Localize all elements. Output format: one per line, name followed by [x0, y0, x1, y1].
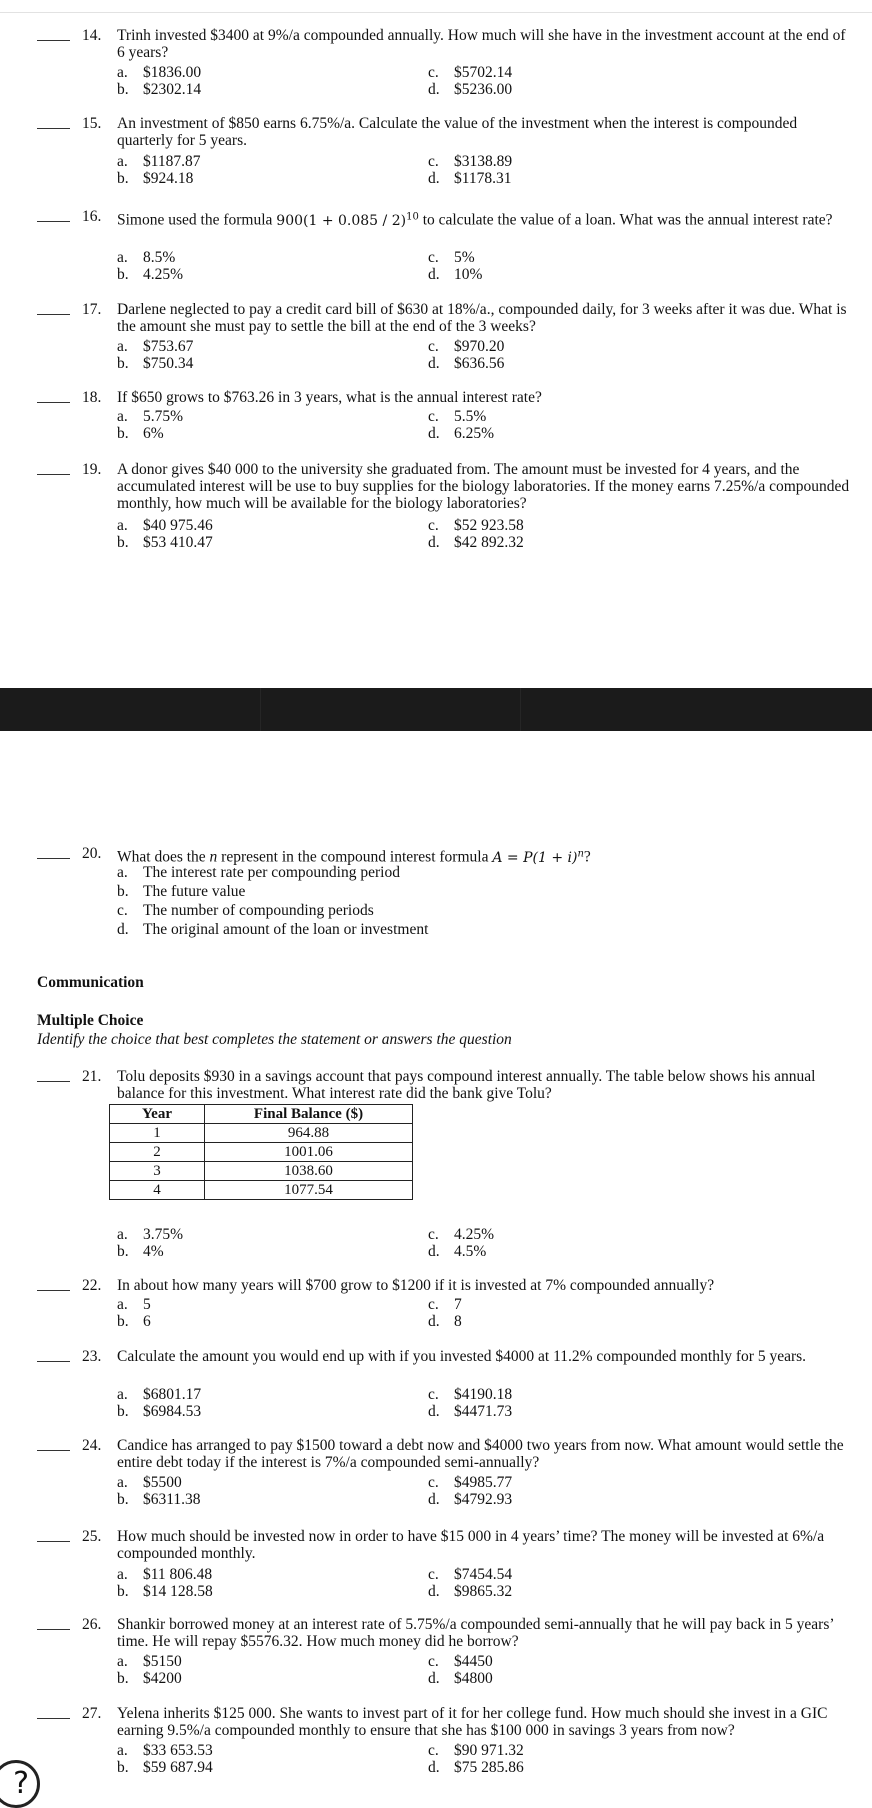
option-d[interactable]: $4800 — [454, 1670, 493, 1687]
band-divider — [520, 688, 521, 731]
question-text-start: What does the — [117, 848, 206, 866]
option-letter: d. — [428, 1403, 440, 1420]
option-d[interactable]: $1178.31 — [454, 170, 512, 187]
option-letter: d. — [428, 1491, 440, 1508]
option-letter: a. — [117, 1226, 128, 1243]
option-letter: b. — [117, 883, 129, 900]
option-letter: c. — [428, 64, 439, 81]
option-row — [117, 1386, 757, 1403]
answer-options — [117, 517, 757, 551]
answer-options — [117, 1566, 757, 1600]
table-cell: 3 — [110, 1162, 205, 1181]
option-b[interactable]: $6984.53 — [143, 1403, 202, 1420]
option-letter: a. — [117, 1296, 128, 1313]
option-c[interactable]: $970.20 — [454, 338, 505, 355]
table-cell: 1038.60 — [205, 1162, 413, 1181]
option-c[interactable]: 5.5% — [454, 408, 487, 425]
question-text: Candice has arranged to pay $1500 toward a debt now and $4000 two years from now. What amount would settle the entire debt today if the interest is 7%/a compounded semi-annually? — [117, 1437, 844, 1471]
option-letter: c. — [428, 1296, 439, 1313]
table-header: Year — [110, 1105, 205, 1124]
option-d[interactable]: 4.5% — [454, 1243, 487, 1260]
option-letter: b. — [117, 266, 129, 283]
answer-blank[interactable] — [37, 1450, 70, 1451]
question-text: Yelena inherits $125 000. She wants to invest part of it for her college fund. How much should she invest in a GIC earning 9.5%/a compounded monthly to ensure that she has $100 000 in savings 3 years from now? — [117, 1705, 828, 1739]
option-letter: d. — [428, 1313, 440, 1330]
option-letter: b. — [117, 170, 129, 187]
option-letter: c. — [428, 1226, 439, 1243]
option-c[interactable]: $3138.89 — [454, 153, 513, 170]
question-text: An investment of $850 earns 6.75%/a. Calculate the value of the investment when the interest is compounded quarterly for 5 years. — [117, 115, 798, 149]
table-cell: 1001.06 — [205, 1143, 413, 1162]
option-letter: d. — [117, 921, 129, 938]
option-letter: a. — [117, 64, 128, 81]
option-row — [117, 425, 757, 442]
option-letter: a. — [117, 338, 128, 355]
formula-base: A = P(1 + i) — [492, 849, 578, 866]
option-row — [117, 338, 757, 355]
option-row — [117, 153, 757, 170]
answer-blank[interactable] — [37, 221, 70, 222]
answer-blank[interactable] — [37, 402, 70, 403]
option-letter: b. — [117, 1491, 129, 1508]
option-b[interactable]: $59 687.94 — [143, 1759, 213, 1776]
question-text: Calculate the amount you would end up with if you invested $4000 at 11.2% compounded monthly for 5 years. — [117, 1348, 807, 1365]
answer-blank[interactable] — [37, 314, 70, 315]
option-a[interactable]: $6801.17 — [143, 1386, 202, 1403]
answer-blank[interactable] — [37, 858, 70, 859]
answer-blank[interactable] — [37, 1629, 70, 1630]
option-letter: a. — [117, 249, 128, 266]
option-row — [117, 1403, 757, 1420]
option-d[interactable]: $636.56 — [454, 355, 505, 372]
option-c[interactable]: 5% — [454, 249, 475, 266]
option-a[interactable]: $33 653.53 — [143, 1742, 213, 1759]
option-row — [117, 1670, 757, 1687]
option-letter: b. — [117, 1583, 129, 1600]
option-letter: c. — [428, 249, 439, 266]
option-letter: a. — [117, 1742, 128, 1759]
option-c[interactable]: $4190.18 — [454, 1386, 513, 1403]
question-number: 27. — [82, 1705, 102, 1722]
option-row — [117, 1243, 757, 1260]
option-c[interactable]: $4985.77 — [454, 1474, 513, 1491]
option-a[interactable]: 5.75% — [143, 408, 184, 425]
option-b[interactable]: $53 410.47 — [143, 534, 213, 551]
question-mark: ? — [583, 848, 591, 866]
table-cell: 1077.54 — [205, 1181, 413, 1200]
option-a[interactable]: The interest rate per compounding period — [143, 864, 400, 881]
option-c[interactable]: 7 — [454, 1296, 462, 1313]
option-b[interactable]: 6% — [143, 425, 164, 442]
option-row — [117, 355, 757, 372]
section-instruction: Identify the choice that best completes the statement or answers the question — [37, 1031, 512, 1048]
option-letter: a. — [117, 408, 128, 425]
answer-blank[interactable] — [37, 1361, 70, 1362]
page-break-band — [0, 688, 872, 731]
option-letter: d. — [428, 170, 440, 187]
option-letter: c. — [428, 408, 439, 425]
option-c[interactable]: $4450 — [454, 1653, 493, 1670]
option-b[interactable]: $14 128.58 — [143, 1583, 213, 1600]
option-d[interactable]: The original amount of the loan or investment — [143, 921, 429, 938]
option-d[interactable]: 6.25% — [454, 425, 495, 442]
option-letter: c. — [428, 1474, 439, 1491]
question-number: 25. — [82, 1528, 102, 1545]
option-row — [117, 64, 757, 81]
option-row — [117, 249, 757, 266]
option-a[interactable]: $40 975.46 — [143, 517, 213, 534]
answer-blank[interactable] — [37, 1290, 70, 1291]
table-row — [110, 1124, 413, 1143]
option-d[interactable]: $4471.73 — [454, 1403, 513, 1420]
option-row — [117, 1583, 757, 1600]
table-row — [110, 1143, 413, 1162]
loan-formula — [276, 213, 419, 229]
option-row — [117, 517, 757, 534]
question-text: A donor gives $40 000 to the university she graduated from. The amount must be invested for 4 years, and the accumulated interest will be use to buy supplies for the biology laboratories. If the money earns 7.25%/a compounded monthly, how much will be available for the biology laboratories? — [117, 461, 850, 512]
option-c[interactable]: The number of compounding periods — [143, 902, 374, 919]
option-row — [117, 1313, 757, 1330]
option-letter: b. — [117, 81, 129, 98]
answer-blank[interactable] — [37, 128, 70, 129]
option-d[interactable]: $42 892.32 — [454, 534, 524, 551]
option-a[interactable]: 3.75% — [143, 1226, 184, 1243]
option-d[interactable]: $5236.00 — [454, 81, 513, 98]
option-b[interactable]: 4.25% — [143, 266, 184, 283]
option-row — [117, 1566, 757, 1583]
question-text-middle: represent in the compound interest formula — [221, 848, 489, 866]
option-d[interactable]: $4792.93 — [454, 1491, 513, 1508]
option-letter: c. — [428, 1653, 439, 1670]
question-text: In about how many years will $700 grow to $1200 if it is invested at 7% compounded annually? — [117, 1277, 715, 1294]
answer-blank[interactable] — [37, 1081, 70, 1082]
option-a[interactable]: $1836.00 — [143, 64, 202, 81]
table-cell: 964.88 — [205, 1124, 413, 1143]
answer-options — [117, 1653, 757, 1687]
option-row — [117, 1742, 757, 1759]
option-letter: a. — [117, 153, 128, 170]
table-header: Final Balance ($) — [205, 1105, 413, 1124]
option-letter: a. — [117, 517, 128, 534]
table-cell: 1 — [110, 1124, 205, 1143]
option-row — [117, 883, 837, 900]
option-c[interactable]: 4.25% — [454, 1226, 495, 1243]
option-letter: c. — [428, 153, 439, 170]
question-number: 26. — [82, 1616, 102, 1633]
option-a[interactable]: $5500 — [143, 1474, 182, 1491]
option-d[interactable]: 8 — [454, 1313, 462, 1330]
option-row — [117, 1474, 757, 1491]
table-row — [110, 1181, 413, 1200]
question-text: If $650 grows to $763.26 in 3 years, what is the annual interest rate? — [117, 389, 542, 406]
option-letter: c. — [428, 1566, 439, 1583]
option-letter: b. — [117, 1670, 129, 1687]
option-a[interactable]: 8.5% — [143, 249, 176, 266]
help-icon[interactable]: ? — [0, 1760, 40, 1808]
option-a[interactable]: 5 — [143, 1296, 151, 1313]
option-row — [117, 408, 757, 425]
option-c[interactable]: $5702.14 — [454, 64, 513, 81]
option-letter: a. — [117, 1653, 128, 1670]
answer-blank[interactable] — [37, 1718, 70, 1719]
option-letter: c. — [428, 1386, 439, 1403]
option-b[interactable]: $750.34 — [143, 355, 194, 372]
question-number: 19. — [82, 461, 102, 478]
answer-options — [117, 338, 757, 372]
answer-options — [117, 1386, 757, 1420]
option-letter: d. — [428, 1243, 440, 1260]
option-letter: d. — [428, 355, 440, 372]
formula-base: 900(1 + 0.085 / 2) — [276, 212, 407, 229]
option-letter: b. — [117, 1243, 129, 1260]
question-text — [117, 208, 852, 230]
option-c[interactable]: $7454.54 — [454, 1566, 513, 1583]
answer-options — [117, 1474, 757, 1508]
question-number: 15. — [82, 115, 102, 132]
option-b[interactable]: $2302.14 — [143, 81, 202, 98]
option-row — [117, 81, 757, 98]
option-letter: b. — [117, 425, 129, 442]
option-letter: c. — [428, 1742, 439, 1759]
option-letter: d. — [428, 534, 440, 551]
option-row — [117, 266, 757, 283]
option-row — [117, 921, 837, 938]
answer-options — [117, 1742, 757, 1776]
answer-blank[interactable] — [37, 1541, 70, 1542]
option-row — [117, 1296, 757, 1313]
option-c[interactable]: $52 923.58 — [454, 517, 524, 534]
option-row — [117, 1226, 757, 1243]
option-row — [117, 1759, 757, 1776]
question-number: 23. — [82, 1348, 102, 1365]
option-b[interactable]: 4% — [143, 1243, 164, 1260]
option-row — [117, 1653, 757, 1670]
option-letter: d. — [428, 1670, 440, 1687]
subsection-heading: Multiple Choice — [37, 1012, 144, 1029]
option-b[interactable]: $6311.38 — [143, 1491, 201, 1508]
answer-options — [117, 1296, 757, 1330]
band-divider — [260, 688, 261, 731]
question-number: 17. — [82, 301, 102, 318]
option-letter: d. — [428, 266, 440, 283]
question-text-end: to calculate the value of a loan. What was the annual interest rate? — [422, 211, 833, 229]
option-b[interactable]: 6 — [143, 1313, 151, 1330]
option-letter: a. — [117, 1386, 128, 1403]
question-number: 24. — [82, 1437, 102, 1454]
answer-options — [117, 249, 757, 283]
question-number: 22. — [82, 1277, 102, 1294]
formula-exponent: n — [577, 848, 584, 859]
option-letter: d. — [428, 1759, 440, 1776]
top-divider — [0, 12, 872, 13]
question-number: 16. — [82, 208, 102, 225]
option-letter: c. — [117, 902, 128, 919]
question-text: Tolu deposits $930 in a savings account that pays compound interest annually. The table below shows his annual balance for this investment. What interest rate did the bank give Tolu? — [117, 1068, 816, 1102]
formula-exponent: 10 — [406, 211, 419, 222]
question-number: 21. — [82, 1068, 102, 1085]
option-d[interactable]: $75 285.86 — [454, 1759, 524, 1776]
option-letter: a. — [117, 1474, 128, 1491]
option-a[interactable]: $1187.87 — [143, 153, 201, 170]
answer-options — [117, 64, 757, 98]
option-row — [117, 864, 837, 881]
option-d[interactable]: $9865.32 — [454, 1583, 513, 1600]
answer-options — [117, 408, 757, 442]
answer-options — [117, 864, 837, 938]
question-number: 18. — [82, 389, 102, 406]
option-row — [117, 170, 757, 187]
option-letter: a. — [117, 864, 128, 881]
option-letter: a. — [117, 1566, 128, 1583]
option-b[interactable]: The future value — [143, 883, 246, 900]
question-text: Darlene neglected to pay a credit card bill of $630 at 18%/a., compounded daily, for 3 weeks after it was due. What is the amount she must pay to settle the bill at the end of the 3 weeks? — [117, 301, 847, 335]
option-letter: b. — [117, 1403, 129, 1420]
option-letter: b. — [117, 1313, 129, 1330]
question-text: How much should be invested now in order to have $15 000 in 4 years’ time? The money will be invested at 6%/a compounded monthly. — [117, 1528, 825, 1562]
question-number: 20. — [82, 845, 102, 862]
section-heading: Communication — [37, 974, 144, 991]
option-letter: c. — [428, 517, 439, 534]
variable-n: n — [209, 848, 218, 866]
answer-blank[interactable] — [37, 40, 70, 41]
table-cell: 2 — [110, 1143, 205, 1162]
option-row — [117, 534, 757, 551]
option-letter: d. — [428, 1583, 440, 1600]
option-d[interactable]: 10% — [454, 266, 483, 283]
option-letter: b. — [117, 355, 129, 372]
option-c[interactable]: $90 971.32 — [454, 1742, 524, 1759]
option-letter: d. — [428, 425, 440, 442]
answer-options — [117, 1226, 757, 1260]
question-number: 14. — [82, 27, 102, 44]
table-row — [110, 1162, 413, 1181]
option-a[interactable]: $5150 — [143, 1653, 182, 1670]
table-cell: 4 — [110, 1181, 205, 1200]
option-a[interactable]: $753.67 — [143, 338, 194, 355]
option-letter: b. — [117, 534, 129, 551]
option-row — [117, 902, 837, 919]
option-letter: d. — [428, 81, 440, 98]
option-row — [117, 1491, 757, 1508]
option-b[interactable]: $924.18 — [143, 170, 194, 187]
option-a[interactable]: $11 806.48 — [143, 1566, 213, 1583]
table-header-row — [110, 1105, 413, 1124]
option-letter: b. — [117, 1759, 129, 1776]
answer-blank[interactable] — [37, 474, 70, 475]
question-text: Trinh invested $3400 at 9%/a compounded annually. How much will she have in the investment account at the end of 6 years? — [117, 27, 846, 61]
option-b[interactable]: $4200 — [143, 1670, 182, 1687]
answer-options — [117, 153, 757, 187]
question-text-start: Simone used the formula — [117, 211, 273, 229]
balance-table — [109, 1104, 413, 1200]
option-letter: c. — [428, 338, 439, 355]
question-text: Shankir borrowed money at an interest rate of 5.75%/a compounded semi-annually that he will pay back in 5 years’ time. He will repay $5576.32. How much money did he borrow? — [117, 1616, 834, 1650]
